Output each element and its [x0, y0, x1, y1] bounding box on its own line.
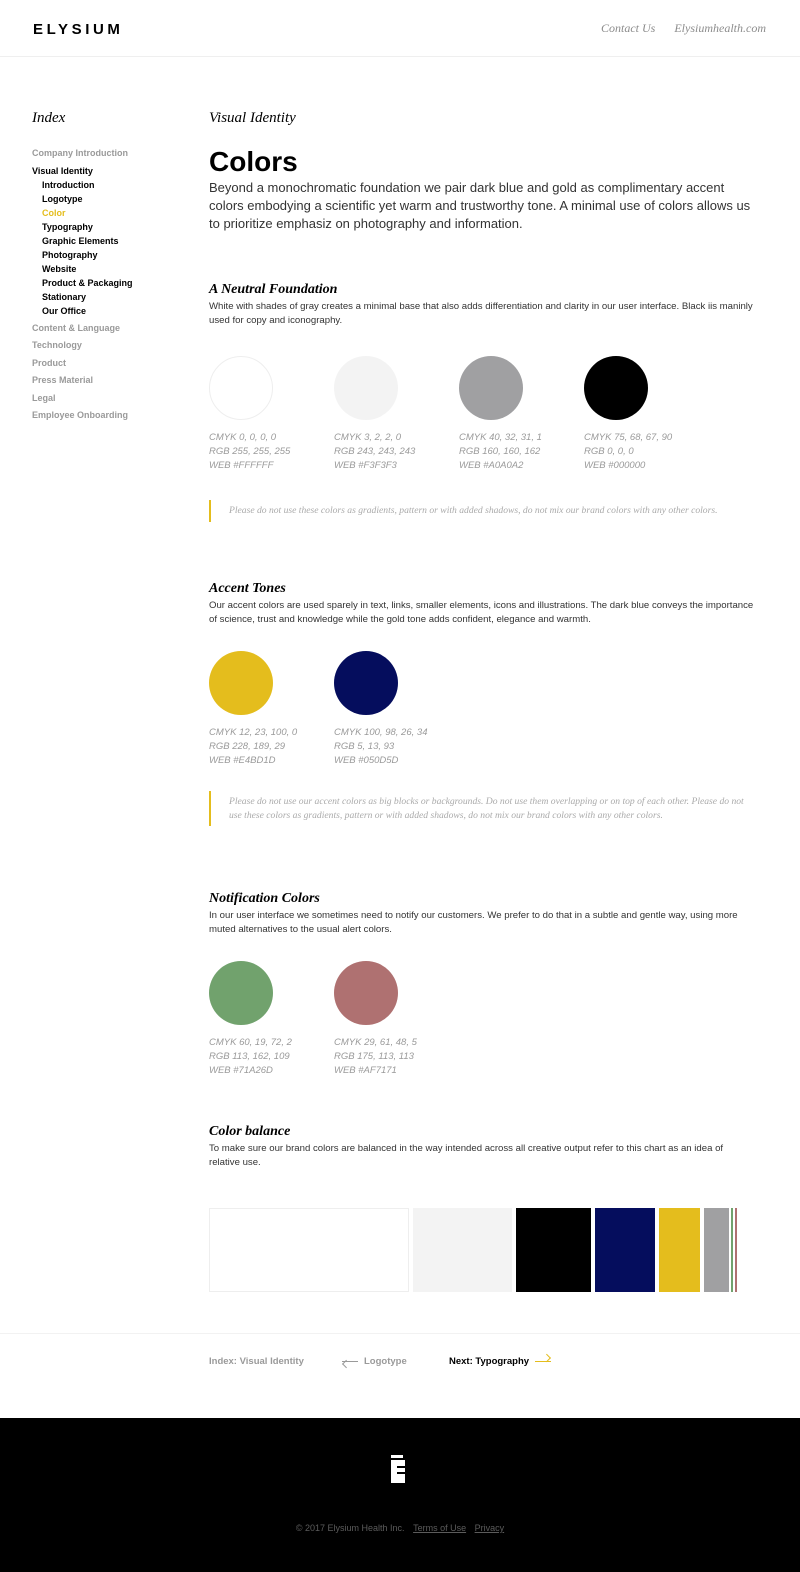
color-spec — [334, 1036, 454, 1078]
swatch-row — [209, 961, 754, 1081]
color-spec — [584, 431, 704, 473]
subnav-introduction[interactable]: Introduction — [42, 179, 95, 190]
section-kicker: Visual Identity — [209, 110, 296, 126]
swatch-row — [209, 651, 754, 771]
neutral-foundation-section — [209, 282, 754, 522]
color-dot — [209, 356, 273, 420]
swatch-light-gray — [334, 356, 454, 473]
subnav-website[interactable]: Website — [42, 263, 77, 274]
intro-paragraph: Beyond a monochromatic foundation we pair dark blue and gold as complimentary accent colors embodying a scientific yet warm and trustworthy tone. A minimal use of colors allows us to prioritize emphasiz on photography and information. — [209, 180, 751, 231]
rgb-value: RGB 5, 13, 93 — [334, 741, 395, 752]
swatch-dark-blue — [334, 651, 454, 768]
subnav-our-office[interactable]: Our Office — [42, 305, 87, 316]
footer-legal — [0, 1523, 800, 1533]
subnav-product-packaging[interactable]: Product & Packaging — [42, 277, 133, 288]
balance-segment-gray — [704, 1208, 729, 1292]
section-description: Our accent colors are used sparely in text, links, smaller elements, icons and illustrations. The dark blue conveys the importance of science, trust and knowledge while the gold tone adds confident, elegance and warmth. — [209, 600, 754, 625]
section-title: Accent Tones — [209, 581, 286, 596]
index-sidebar — [32, 110, 182, 427]
cmyk-value: CMYK 100, 98, 26, 34 — [334, 727, 428, 738]
swatch-success-green — [209, 961, 329, 1078]
rgb-value: RGB 0, 0, 0 — [584, 446, 634, 457]
rgb-value: RGB 243, 243, 243 — [334, 446, 416, 457]
rgb-value: RGB 228, 189, 29 — [209, 741, 286, 752]
nav-company-introduction[interactable]: Company Introduction — [32, 148, 128, 158]
site-header — [0, 0, 800, 57]
section-title: Color balance — [209, 1124, 291, 1139]
web-value: WEB #050D5D — [334, 755, 399, 766]
usage-note: Please do not use our accent colors as big blocks or backgrounds. Do not use them overlapping or on top of each other. Please do not use these colors as gradients, pattern or with added shadows, do not mix our brand colors with any other colors. — [209, 791, 749, 826]
color-spec — [334, 726, 454, 768]
site-footer — [0, 1418, 800, 1572]
elysium-mark-icon[interactable] — [389, 1455, 409, 1483]
color-spec — [209, 726, 329, 768]
notification-colors-section — [209, 891, 754, 1081]
page-navigation — [0, 1333, 800, 1393]
nav-press-material[interactable]: Press Material — [32, 375, 94, 385]
next-page-label: Next: Typography — [449, 1356, 530, 1367]
sidebar-title: Index — [32, 110, 66, 126]
rgb-value: RGB 175, 113, 113 — [334, 1051, 414, 1062]
index-link[interactable]: Index: Visual Identity — [209, 1356, 304, 1367]
swatch-white — [209, 356, 329, 473]
web-value: WEB #71A26D — [209, 1065, 273, 1076]
balance-segment-black — [516, 1208, 591, 1292]
cmyk-value: CMYK 40, 32, 31, 1 — [459, 432, 542, 443]
swatch-gold — [209, 651, 329, 768]
cmyk-value: CMYK 3, 2, 2, 0 — [334, 432, 402, 443]
subnav-stationary[interactable]: Stationary — [42, 291, 87, 302]
web-value: WEB #000000 — [584, 460, 646, 471]
balance-segment-white — [209, 1208, 409, 1292]
elysiumhealth-link[interactable]: Elysiumhealth.com — [674, 21, 766, 35]
next-page-link[interactable] — [449, 1356, 551, 1367]
color-dot — [209, 651, 273, 715]
arrow-left-icon — [342, 1361, 358, 1362]
color-balance-section — [209, 1124, 754, 1170]
color-spec — [209, 1036, 329, 1078]
color-dot — [334, 651, 398, 715]
web-value: WEB #E4BD1D — [209, 755, 276, 766]
color-dot — [334, 961, 398, 1025]
section-description: White with shades of gray creates a minimal base that also adds differentiation and clarity in our user interface. Black iis maninly used for copy and iconography. — [209, 301, 753, 326]
color-spec — [209, 431, 329, 473]
swatch-alert-red — [334, 961, 454, 1078]
subnav-color[interactable]: Color — [42, 207, 66, 218]
cmyk-value: CMYK 12, 23, 100, 0 — [209, 727, 298, 738]
color-dot — [209, 961, 273, 1025]
cmyk-value: CMYK 60, 19, 72, 2 — [209, 1037, 292, 1048]
color-dot — [459, 356, 523, 420]
cmyk-value: CMYK 75, 68, 67, 90 — [584, 432, 673, 443]
balance-segment-dark-blue — [595, 1208, 654, 1292]
nav-visual-identity[interactable]: Visual Identity — [32, 165, 93, 176]
balance-segment-gold — [659, 1208, 701, 1292]
swatch-black — [584, 356, 704, 473]
web-value: WEB #A0A0A2 — [459, 460, 524, 471]
section-title: A Neutral Foundation — [209, 282, 338, 297]
subnav-logotype[interactable]: Logotype — [42, 193, 83, 204]
balance-segment-green — [731, 1208, 733, 1292]
nav-product[interactable]: Product — [32, 357, 67, 368]
usage-note: Please do not use these colors as gradients, pattern or with added shadows, do not mix our brand colors with any other colors. — [209, 500, 749, 522]
previous-page-link[interactable] — [342, 1356, 407, 1367]
copyright-text: © 2017 Elysium Health Inc. — [295, 1523, 405, 1533]
contact-us-link[interactable]: Contact Us — [601, 21, 656, 35]
rgb-value: RGB 113, 162, 109 — [209, 1051, 290, 1062]
nav-technology[interactable]: Technology — [32, 340, 82, 350]
visual-identity-subnav — [32, 179, 182, 319]
subnav-photography[interactable]: Photography — [42, 249, 98, 260]
swatch-gray — [459, 356, 579, 473]
brand-logo[interactable]: ELYSIUM — [33, 21, 124, 38]
section-description: In our user interface we sometimes need to notify our customers. We prefer to do that in a subtle and gentle way, using more muted alternatives to the usual alert colors. — [209, 910, 738, 935]
web-value: WEB #FFFFFF — [209, 460, 274, 471]
arrow-right-icon — [535, 1361, 551, 1362]
color-spec — [334, 431, 454, 473]
balance-segment-red — [735, 1208, 737, 1292]
color-spec — [459, 431, 579, 473]
web-value: WEB #AF7171 — [334, 1065, 397, 1076]
nav-content-language[interactable]: Content & Language — [32, 322, 120, 333]
nav-employee-onboarding[interactable]: Employee Onboarding — [32, 410, 129, 420]
subnav-typography[interactable]: Typography — [42, 221, 93, 232]
section-title: Notification Colors — [209, 891, 320, 906]
rgb-value: RGB 255, 255, 255 — [209, 446, 291, 457]
rgb-value: RGB 160, 160, 162 — [459, 446, 541, 457]
terms-of-use-link[interactable]: Terms of Use — [413, 1523, 467, 1533]
cmyk-value: CMYK 29, 61, 48, 5 — [334, 1037, 417, 1048]
color-balance-chart — [209, 1208, 741, 1292]
page-title: Colors — [209, 146, 298, 177]
previous-page-label: Logotype — [364, 1356, 407, 1367]
privacy-link[interactable]: Privacy — [474, 1523, 505, 1533]
subnav-graphic-elements[interactable]: Graphic Elements — [42, 235, 119, 246]
balance-segment-light-gray — [413, 1208, 512, 1292]
accent-tones-section — [209, 581, 754, 826]
web-value: WEB #F3F3F3 — [334, 460, 397, 471]
nav-legal[interactable]: Legal — [32, 392, 56, 403]
color-dot — [334, 356, 398, 420]
cmyk-value: CMYK 0, 0, 0, 0 — [209, 432, 277, 443]
section-description: To make sure our brand colors are balanced in the way intended across all creative output refer to this chart as an idea of relative use. — [209, 1143, 724, 1168]
main-content — [209, 110, 754, 1168]
header-links — [585, 21, 766, 36]
swatch-row — [209, 356, 754, 476]
color-dot — [584, 356, 648, 420]
